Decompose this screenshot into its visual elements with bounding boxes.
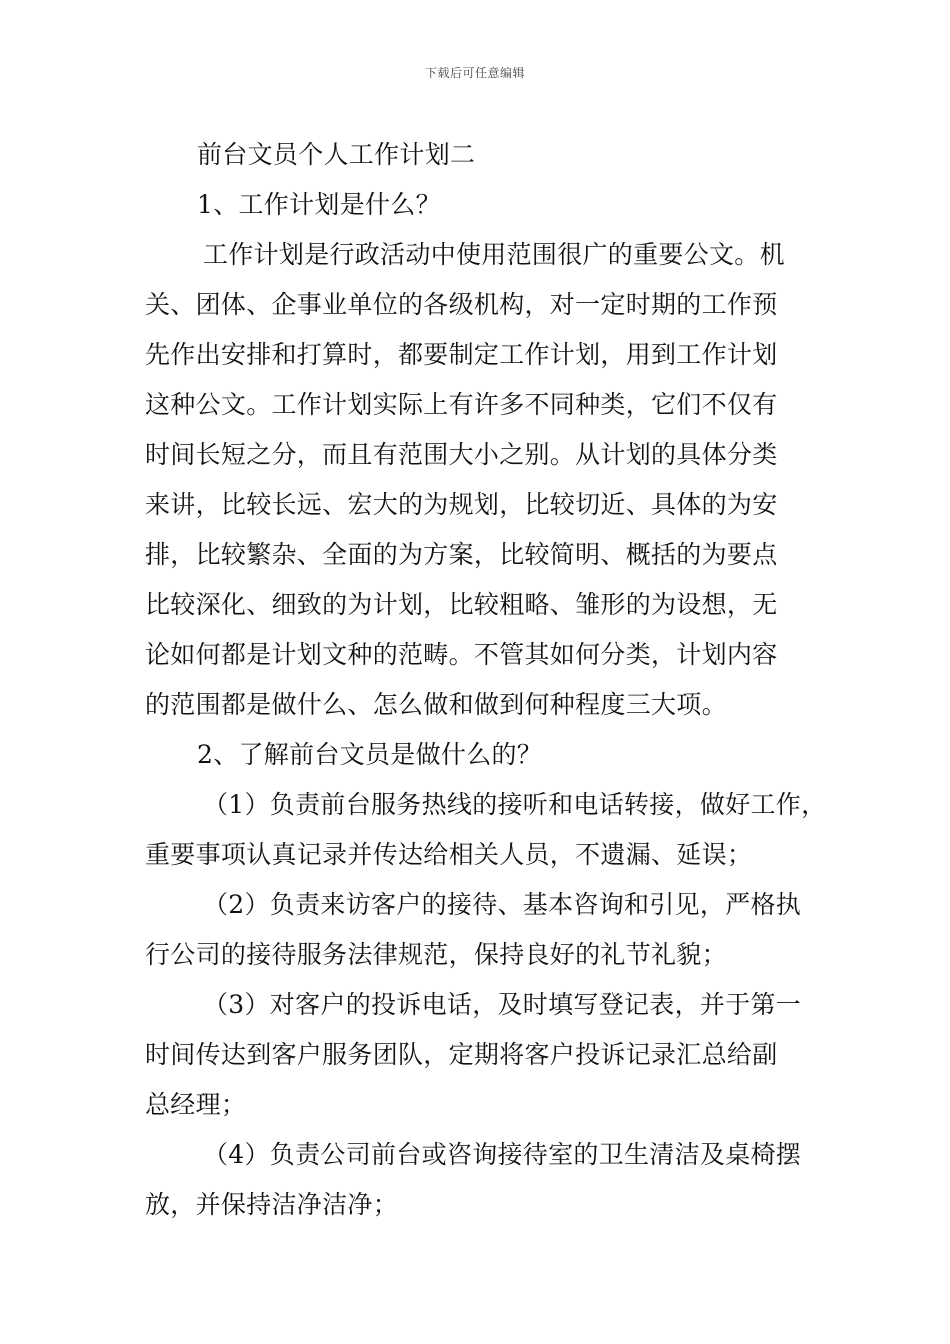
text-line: 放，并保持洁净洁净； bbox=[145, 1190, 399, 1219]
text-line: 时间传达到客户服务团队，定期将客户投诉记录汇总给副 bbox=[145, 1040, 778, 1069]
text-line: 先作出安排和打算时，都要制定工作计划，用到工作计划 bbox=[145, 340, 778, 369]
text-line: （1）负责前台服务热线的接听和电话转接，做好工作， bbox=[203, 790, 827, 819]
text-line: 行公司的接待服务法律规范，保持良好的礼节礼貌； bbox=[145, 940, 727, 969]
text-line: 前台文员个人工作计划二 bbox=[197, 140, 476, 169]
text-line: （4）负责公司前台或咨询接待室的卫生清洁及桌椅摆 bbox=[203, 1140, 802, 1169]
text-line: 来讲，比较长远、宏大的为规划，比较切近、具体的为安 bbox=[145, 490, 778, 519]
text-line: 总经理； bbox=[145, 1090, 247, 1119]
document-body bbox=[145, 130, 827, 1230]
text-line: 工作计划是行政活动中使用范围很广的重要公文。机 bbox=[203, 240, 785, 269]
text-line: 1、工作计划是什么？ bbox=[197, 190, 441, 219]
text-line: 这种公文。工作计划实际上有许多不同种类，它们不仅有 bbox=[145, 390, 778, 419]
text-line: 2、了解前台文员是做什么的？ bbox=[197, 740, 543, 769]
header-note: 下载后可任意编辑 bbox=[424, 66, 525, 80]
text-line: 的范围都是做什么、怎么做和做到何种程度三大项。 bbox=[145, 690, 727, 719]
text-line: （3）对客户的投诉电话，及时填写登记表，并于第一 bbox=[203, 990, 802, 1019]
text-line: 重要事项认真记录并传达给相关人员，不遗漏、延误； bbox=[145, 840, 753, 869]
text-line: 论如何都是计划文种的范畴。不管其如何分类，计划内容 bbox=[145, 640, 778, 669]
text-line: 时间长短之分，而且有范围大小之别。从计划的具体分类 bbox=[145, 440, 778, 469]
text-line: 比较深化、细致的为计划，比较粗略、雏形的为设想，无 bbox=[145, 590, 778, 619]
text-line: 关、团体、企事业单位的各级机构，对一定时期的工作预 bbox=[145, 290, 778, 319]
text-line: 排，比较繁杂、全面的为方案，比较简明、概括的为要点 bbox=[145, 540, 778, 569]
text-line: （2）负责来访客户的接待、基本咨询和引见，严格执 bbox=[203, 890, 802, 919]
